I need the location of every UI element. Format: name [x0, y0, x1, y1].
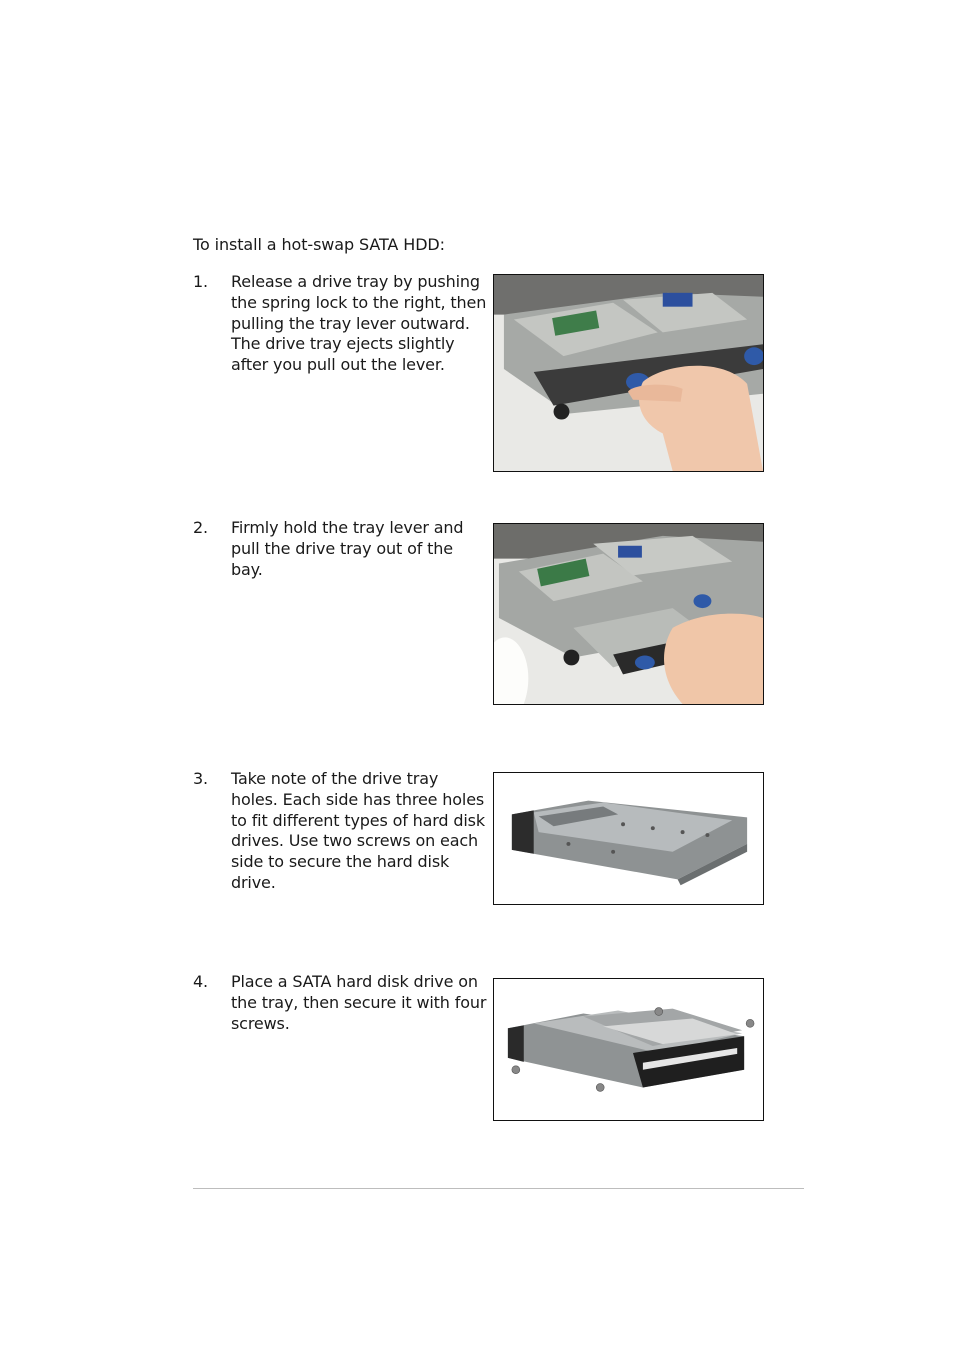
- step-1: [193, 272, 493, 376]
- intro-text: To install a hot-swap SATA HDD:: [193, 235, 445, 254]
- step-number: 2.: [193, 518, 208, 537]
- step-4: [193, 972, 493, 1034]
- drive-tray-release-photo: [493, 274, 764, 472]
- step-number: 4.: [193, 972, 208, 991]
- page-divider: [193, 1188, 804, 1189]
- empty-drive-tray-photo: [493, 772, 764, 905]
- drive-tray-pull-photo: [493, 523, 764, 705]
- step-number: 3.: [193, 769, 208, 788]
- step-text: Place a SATA hard disk drive on the tray, then secure it with four screws.: [231, 972, 487, 1033]
- step-text: Release a drive tray by pushing the spring lock to the right, then pulling the tray lever outward. The drive tray ejects slightly after you pull out the lever.: [231, 272, 487, 375]
- hdd-on-tray-photo: [493, 978, 764, 1121]
- step-text: Take note of the drive tray holes. Each side has three holes to fit different types of hard disk drives. Use two screws on each side to secure the hard disk drive.: [231, 769, 485, 892]
- step-number: 1.: [193, 272, 208, 291]
- step-text: Firmly hold the tray lever and pull the drive tray out of the bay.: [231, 518, 464, 579]
- step-3: [193, 769, 493, 894]
- step-2: [193, 518, 493, 580]
